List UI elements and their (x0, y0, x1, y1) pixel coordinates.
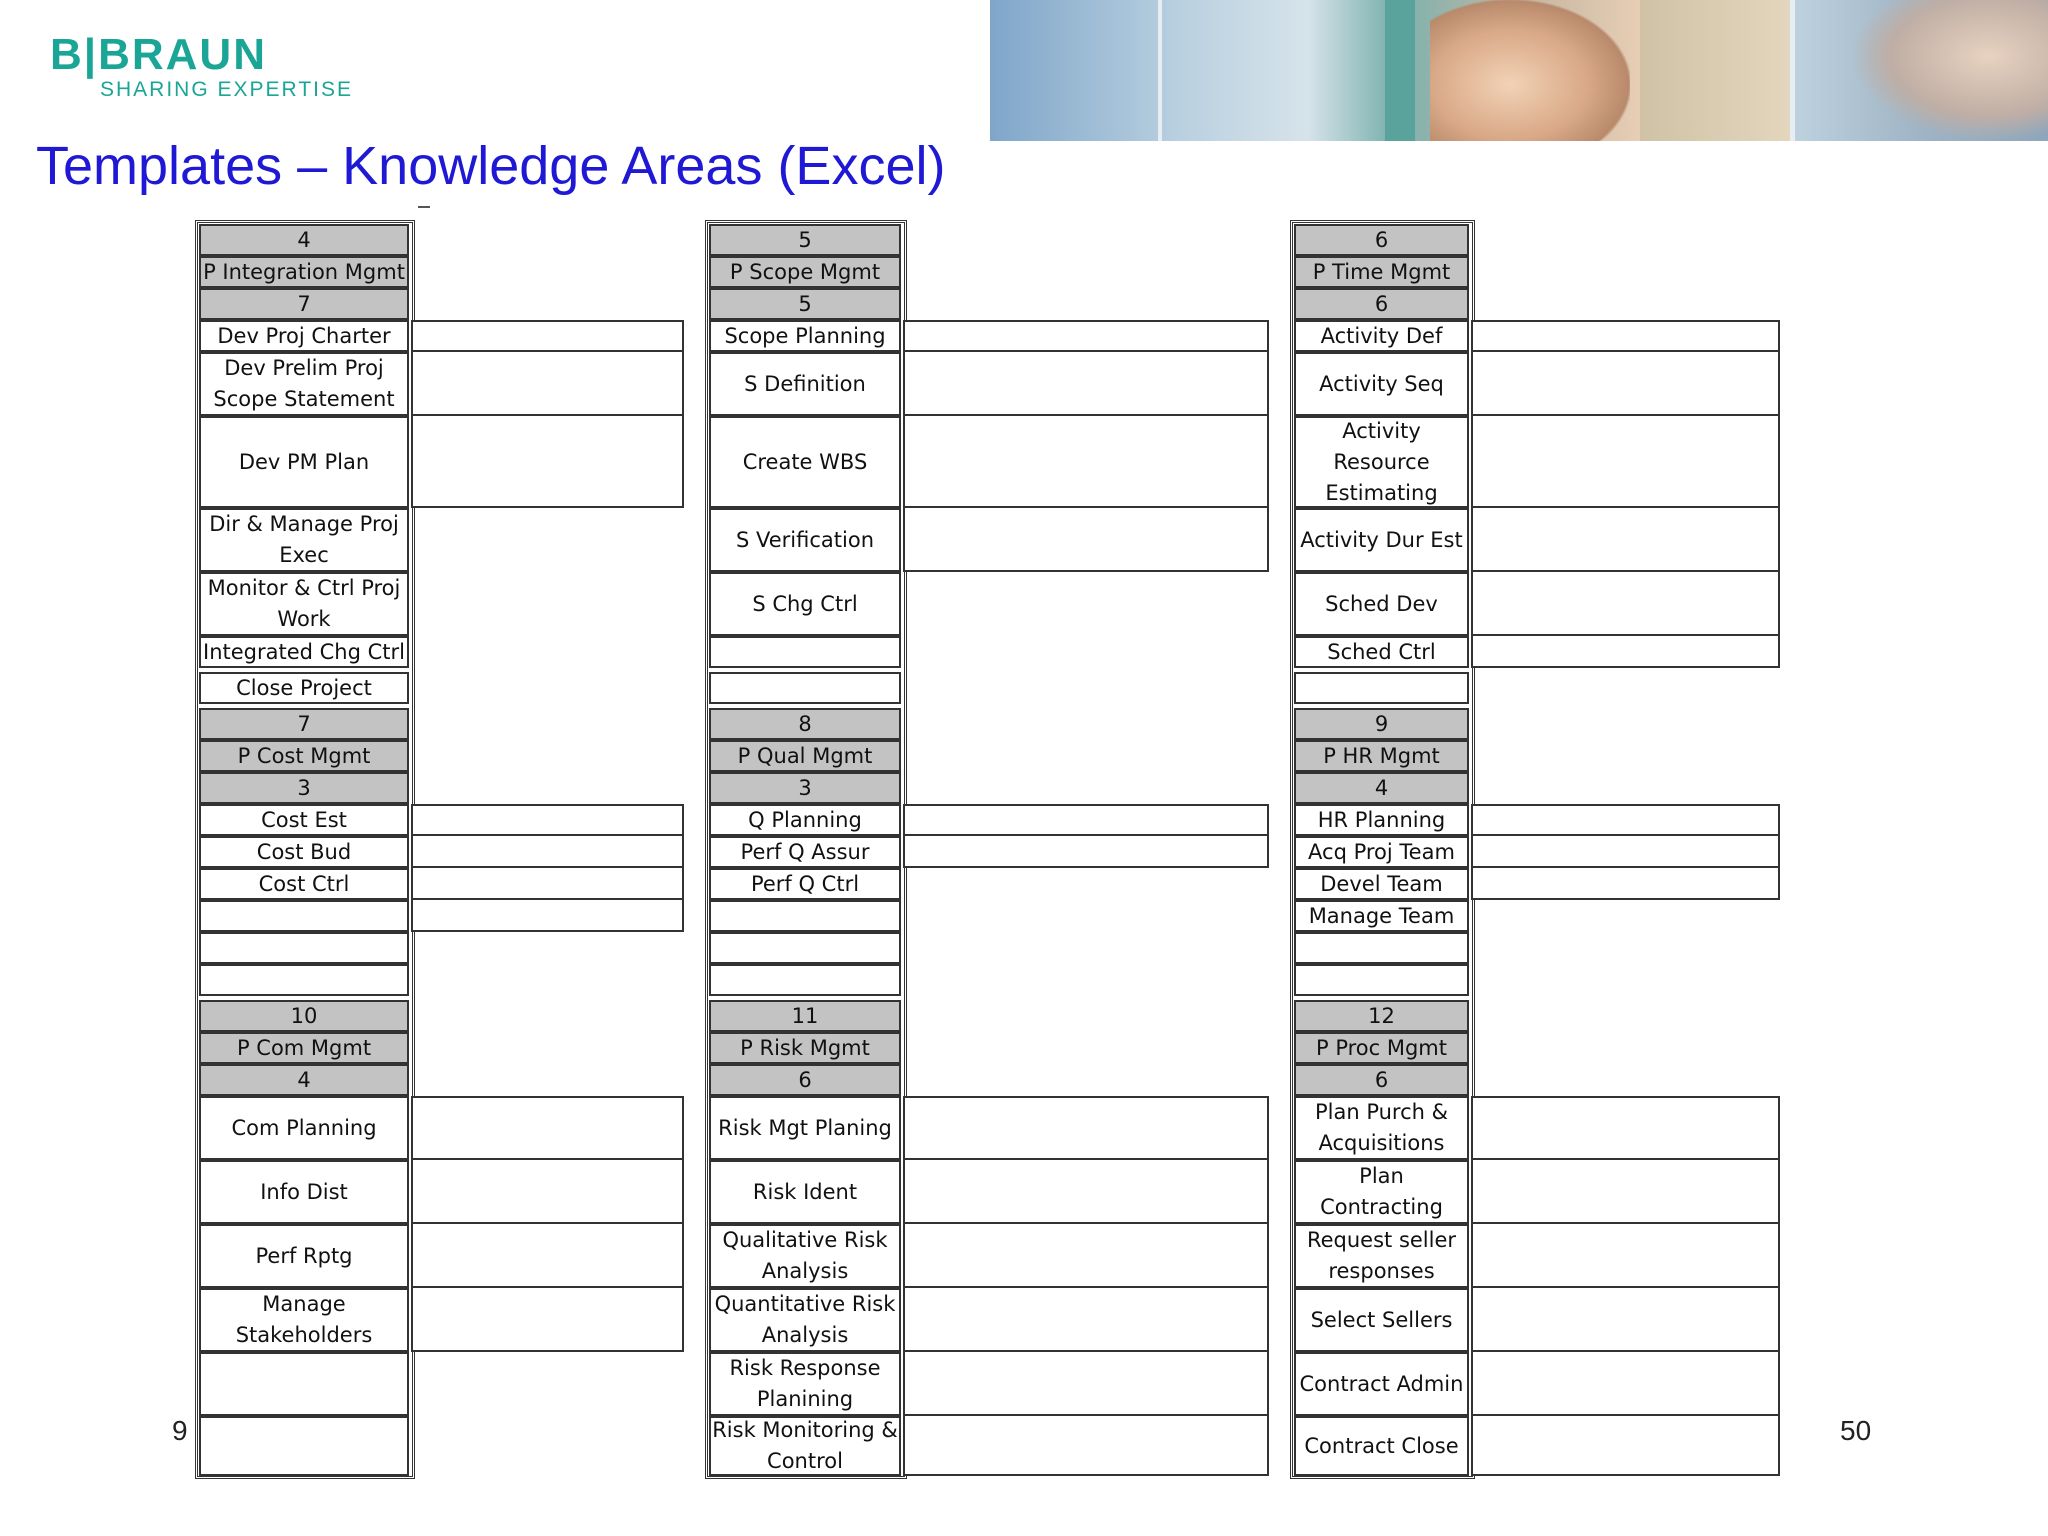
input-cell[interactable] (411, 320, 684, 352)
input-cell[interactable] (411, 350, 684, 416)
process-cell: Cost Est (199, 804, 409, 836)
input-cell[interactable] (903, 350, 1269, 416)
process-cell (199, 1352, 409, 1416)
process-cell: Acq Proj Team (1294, 836, 1469, 868)
input-cell[interactable] (903, 1158, 1269, 1224)
input-cell[interactable] (1471, 1286, 1780, 1352)
input-cell[interactable] (903, 834, 1269, 868)
input-cell[interactable] (903, 804, 1269, 836)
input-cell[interactable] (1471, 320, 1780, 352)
input-cell[interactable] (1471, 414, 1780, 508)
process-cell: Dev PM Plan (199, 416, 409, 508)
input-cell[interactable] (903, 320, 1269, 352)
input-cell[interactable] (1471, 834, 1780, 868)
process-cell: Dev Proj Charter (199, 320, 409, 352)
area-name: P HR Mgmt (1294, 740, 1469, 772)
input-cell[interactable] (1471, 804, 1780, 836)
input-cell[interactable] (411, 898, 684, 932)
input-cell[interactable] (1471, 1158, 1780, 1224)
input-cell[interactable] (903, 1414, 1269, 1476)
input-cell[interactable] (903, 1096, 1269, 1160)
page-number-left: 9 (172, 1415, 188, 1446)
page-number: 50 (1840, 1415, 1872, 1446)
input-cell[interactable] (411, 1286, 684, 1352)
process-cell: Cost Ctrl (199, 868, 409, 900)
area-name: P Time Mgmt (1294, 256, 1469, 288)
input-cell[interactable] (411, 1096, 684, 1160)
process-cell: Plan Contracting (1294, 1160, 1469, 1224)
process-cell: Close Project (199, 672, 409, 704)
process-cell: S Chg Ctrl (709, 572, 901, 636)
process-cell: Com Planning (199, 1096, 409, 1160)
area-chapter: 7 (199, 708, 409, 740)
process-cell: HR Planning (1294, 804, 1469, 836)
area-chapter: 5 (709, 224, 901, 256)
input-cell[interactable] (903, 1286, 1269, 1352)
area-name: P Integration Mgmt (199, 256, 409, 288)
input-cell[interactable] (1471, 1222, 1780, 1288)
process-cell (709, 672, 901, 704)
process-cell (1294, 932, 1469, 964)
input-cell[interactable] (1471, 1096, 1780, 1160)
process-cell: Activity Def (1294, 320, 1469, 352)
logo-brand: B|BRAUN (50, 30, 267, 79)
input-cell[interactable] (1471, 506, 1780, 572)
process-cell: Perf Q Assur (709, 836, 901, 868)
input-cell[interactable] (903, 414, 1269, 508)
area-chapter: 11 (709, 1000, 901, 1032)
process-cell: Monitor & Ctrl Proj Work (199, 572, 409, 636)
process-cell: Contract Close (1294, 1416, 1469, 1476)
input-cell[interactable] (1471, 1414, 1780, 1476)
page-title: Templates – Knowledge Areas (Excel) (36, 136, 946, 196)
input-cell[interactable] (1471, 570, 1780, 636)
stray-mark (418, 206, 430, 208)
process-cell: Activity Seq (1294, 352, 1469, 416)
area-name: P Proc Mgmt (1294, 1032, 1469, 1064)
process-cell (199, 900, 409, 932)
process-cell: Dir & Manage Proj Exec (199, 508, 409, 572)
process-cell: Sched Dev (1294, 572, 1469, 636)
input-cell[interactable] (903, 1222, 1269, 1288)
area-count: 3 (199, 772, 409, 804)
input-cell[interactable] (411, 1158, 684, 1224)
area-count: 4 (1294, 772, 1469, 804)
process-cell: Select Sellers (1294, 1288, 1469, 1352)
input-cell[interactable] (1471, 350, 1780, 416)
process-cell: Activity Resource Estimating (1294, 416, 1469, 508)
process-cell: Perf Rptg (199, 1224, 409, 1288)
area-name: P Risk Mgmt (709, 1032, 901, 1064)
process-cell: Q Planning (709, 804, 901, 836)
process-cell: Contract Admin (1294, 1352, 1469, 1416)
input-cell[interactable] (903, 506, 1269, 572)
process-cell: Risk Mgt Planing (709, 1096, 901, 1160)
process-cell: Request seller responses (1294, 1224, 1469, 1288)
area-chapter: 6 (1294, 224, 1469, 256)
process-cell: Integrated Chg Ctrl (199, 636, 409, 668)
process-cell (1294, 672, 1469, 704)
process-cell (709, 932, 901, 964)
input-cell[interactable] (1471, 634, 1780, 668)
input-cell[interactable] (1471, 866, 1780, 900)
area-count: 5 (709, 288, 901, 320)
process-cell: Perf Q Ctrl (709, 868, 901, 900)
input-cell[interactable] (411, 866, 684, 900)
logo-tagline: SHARING EXPERTISE (100, 78, 354, 101)
header-photo (990, 0, 2048, 141)
area-chapter: 9 (1294, 708, 1469, 740)
area-count: 4 (199, 1064, 409, 1096)
area-count: 3 (709, 772, 901, 804)
input-cell[interactable] (411, 414, 684, 508)
input-cell[interactable] (1471, 1350, 1780, 1416)
process-cell (709, 900, 901, 932)
area-chapter: 10 (199, 1000, 409, 1032)
process-cell: S Verification (709, 508, 901, 572)
process-cell: Plan Purch & Acquisitions (1294, 1096, 1469, 1160)
area-count: 6 (1294, 288, 1469, 320)
process-cell: Dev Prelim Proj Scope Statement (199, 352, 409, 416)
area-count: 7 (199, 288, 409, 320)
area-name: P Scope Mgmt (709, 256, 901, 288)
process-cell: Risk Ident (709, 1160, 901, 1224)
process-cell: Scope Planning (709, 320, 901, 352)
area-count: 6 (709, 1064, 901, 1096)
process-cell: Risk Monitoring & Control (709, 1416, 901, 1476)
area-chapter: 8 (709, 708, 901, 740)
process-cell: Qualitative Risk Analysis (709, 1224, 901, 1288)
process-cell (199, 932, 409, 964)
process-cell: Manage Stakeholders (199, 1288, 409, 1352)
process-cell: Risk Response Planining (709, 1352, 901, 1416)
area-chapter: 4 (199, 224, 409, 256)
process-cell: S Definition (709, 352, 901, 416)
input-cell[interactable] (903, 1350, 1269, 1416)
process-cell: Info Dist (199, 1160, 409, 1224)
area-chapter: 12 (1294, 1000, 1469, 1032)
process-cell (199, 1416, 409, 1476)
process-cell (199, 964, 409, 996)
process-cell: Cost Bud (199, 836, 409, 868)
area-name: P Qual Mgmt (709, 740, 901, 772)
process-cell: Quantitative Risk Analysis (709, 1288, 901, 1352)
process-cell: Devel Team (1294, 868, 1469, 900)
process-cell: Sched Ctrl (1294, 636, 1469, 668)
process-cell: Manage Team (1294, 900, 1469, 932)
input-cell[interactable] (411, 804, 684, 836)
process-cell (709, 636, 901, 668)
input-cell[interactable] (411, 834, 684, 868)
area-name: P Com Mgmt (199, 1032, 409, 1064)
process-cell: Activity Dur Est (1294, 508, 1469, 572)
area-count: 6 (1294, 1064, 1469, 1096)
area-name: P Cost Mgmt (199, 740, 409, 772)
input-cell[interactable] (411, 1222, 684, 1288)
process-cell: Create WBS (709, 416, 901, 508)
process-cell (1294, 964, 1469, 996)
process-cell (709, 964, 901, 996)
